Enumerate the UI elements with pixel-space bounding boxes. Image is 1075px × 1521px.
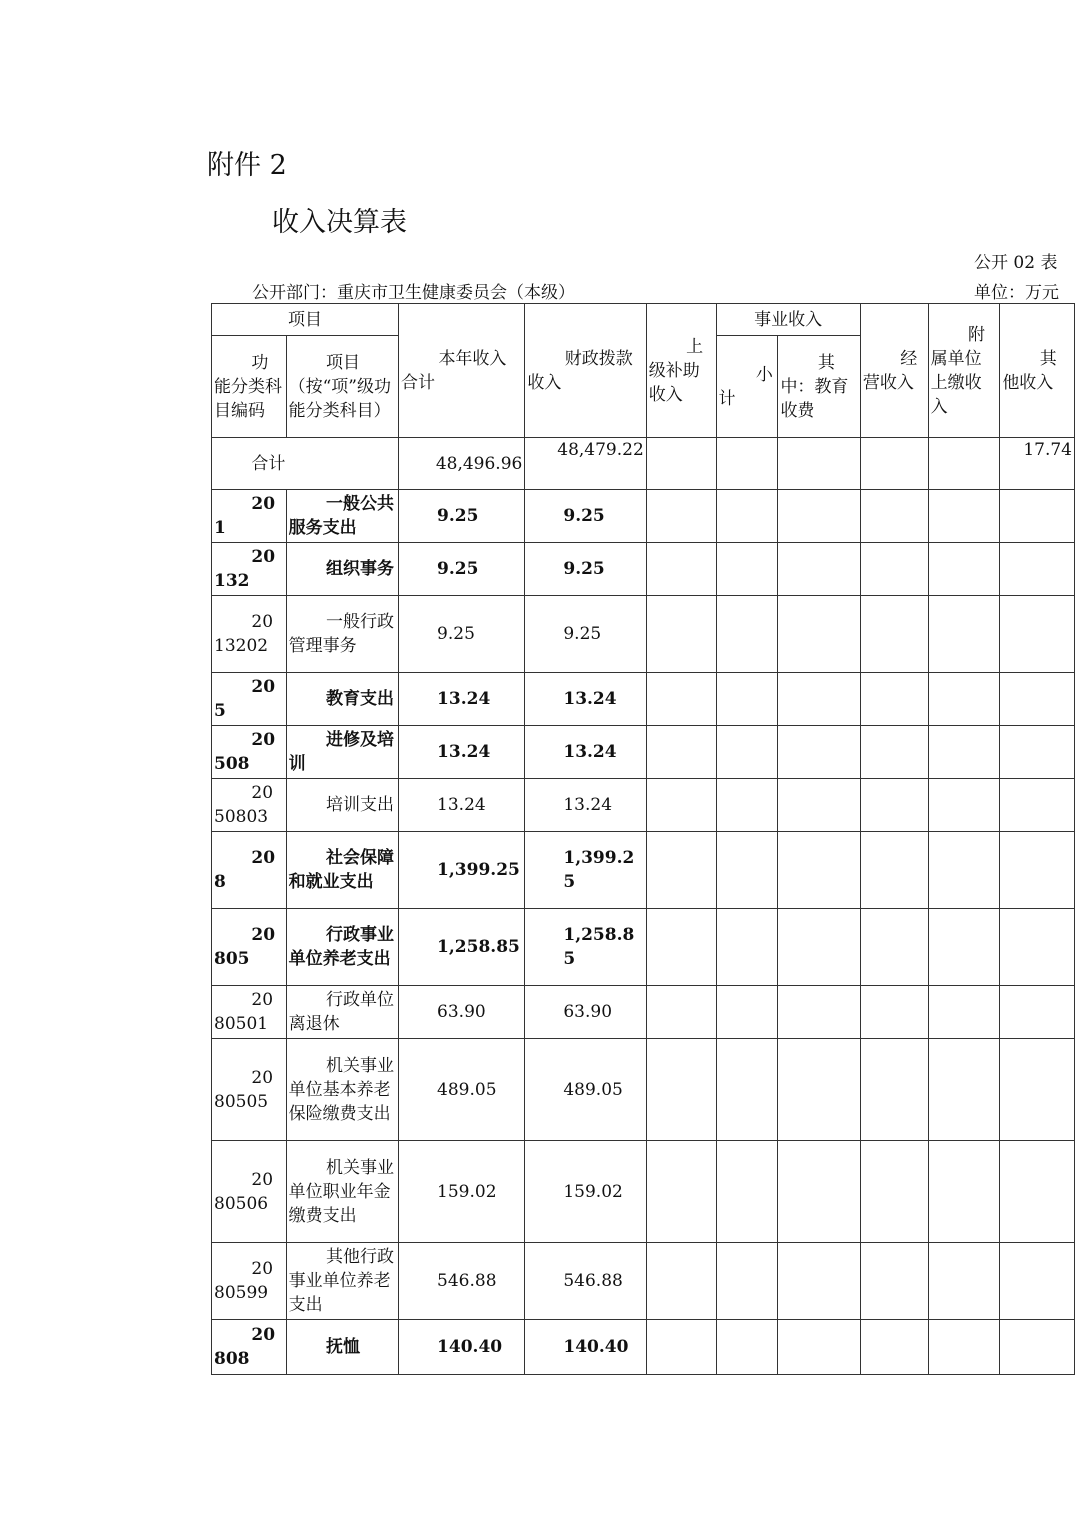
table-row [212, 832, 1075, 909]
row-fiscal: 1,258.85 [525, 909, 646, 986]
row-subtotal [716, 986, 778, 1039]
row-other [1000, 909, 1075, 986]
row-subtotal [716, 1039, 778, 1141]
row-upper-grant [646, 726, 716, 779]
row-operating [860, 1141, 928, 1243]
row-subtotal [716, 543, 778, 596]
row-name: 机关事业单位职业年金缴费支出 [286, 1141, 398, 1243]
row-fiscal: 9.25 [525, 543, 646, 596]
row-code: 2080505 [212, 1039, 287, 1141]
row-upper-grant [646, 543, 716, 596]
row-other [1000, 1039, 1075, 1141]
row-code: 20508 [212, 726, 287, 779]
row-name: 教育支出 [286, 673, 398, 726]
row-fiscal: 63.90 [525, 986, 646, 1039]
row-operating [860, 1243, 928, 1320]
row-code: 2080506 [212, 1141, 287, 1243]
row-code: 2080599 [212, 1243, 287, 1320]
row-edu-fee [778, 986, 860, 1039]
row-affiliated [928, 1141, 1000, 1243]
row-other [1000, 1243, 1075, 1320]
row-affiliated [928, 543, 1000, 596]
total-row [212, 438, 1075, 490]
table-row [212, 596, 1075, 673]
row-code: 208 [212, 832, 287, 909]
row-code: 20808 [212, 1320, 287, 1375]
row-affiliated [928, 1039, 1000, 1141]
row-upper-grant [646, 832, 716, 909]
row-name: 社会保障和就业支出 [286, 832, 398, 909]
row-other [1000, 1320, 1075, 1375]
table-row [212, 1243, 1075, 1320]
row-total-income: 159.02 [399, 1141, 525, 1243]
attachment-label: 附件 2 [207, 150, 287, 181]
page-title: 收入决算表 [272, 207, 407, 238]
table-row [212, 779, 1075, 832]
row-affiliated [928, 832, 1000, 909]
total-upper-grant-value [646, 438, 716, 490]
row-total-income: 63.90 [399, 986, 525, 1039]
row-fiscal: 159.02 [525, 1141, 646, 1243]
row-affiliated [928, 909, 1000, 986]
row-total-income: 1,399.25 [399, 832, 525, 909]
row-upper-grant [646, 1141, 716, 1243]
row-affiliated [928, 596, 1000, 673]
row-other [1000, 673, 1075, 726]
row-affiliated [928, 1320, 1000, 1375]
row-affiliated [928, 1243, 1000, 1320]
row-name: 培训支出 [286, 779, 398, 832]
row-edu-fee [778, 1039, 860, 1141]
row-upper-grant [646, 1039, 716, 1141]
header-total-income: 本年收入合计 [399, 304, 525, 438]
row-fiscal: 13.24 [525, 673, 646, 726]
row-code: 2013202 [212, 596, 287, 673]
row-subtotal [716, 726, 778, 779]
row-total-income: 13.24 [399, 726, 525, 779]
row-operating [860, 1320, 928, 1375]
row-name: 行政单位离退休 [286, 986, 398, 1039]
header-subtotal: 小计 [716, 336, 778, 438]
row-edu-fee [778, 490, 860, 543]
row-affiliated [928, 726, 1000, 779]
row-operating [860, 779, 928, 832]
row-fiscal: 489.05 [525, 1039, 646, 1141]
row-edu-fee [778, 1141, 860, 1243]
row-edu-fee [778, 726, 860, 779]
row-name: 机关事业单位基本养老保险缴费支出 [286, 1039, 398, 1141]
form-number: 公开 02 表 [974, 253, 1058, 273]
header-business: 事业收入 [716, 304, 860, 336]
header-other: 其他收入 [1000, 304, 1075, 438]
row-total-income: 546.88 [399, 1243, 525, 1320]
total-fiscal-value: 48,479.22 [525, 438, 646, 490]
row-upper-grant [646, 1243, 716, 1320]
row-subtotal [716, 909, 778, 986]
total-subtotal-value [716, 438, 778, 490]
row-edu-fee [778, 543, 860, 596]
row-subtotal [716, 490, 778, 543]
row-other [1000, 832, 1075, 909]
row-code: 20805 [212, 909, 287, 986]
total-operating-value [860, 438, 928, 490]
row-fiscal: 140.40 [525, 1320, 646, 1375]
row-edu-fee [778, 779, 860, 832]
row-upper-grant [646, 986, 716, 1039]
header-operating: 经营收入 [860, 304, 928, 438]
table-row [212, 909, 1075, 986]
row-other [1000, 1141, 1075, 1243]
row-operating [860, 986, 928, 1039]
row-fiscal: 9.25 [525, 490, 646, 543]
row-subtotal [716, 596, 778, 673]
header-item-name: 项目（按“项”级功能分类科目） [286, 336, 398, 438]
unit-label: 单位：万元 [974, 283, 1059, 303]
row-upper-grant [646, 673, 716, 726]
header-edu-fee: 其中：教育收费 [778, 336, 860, 438]
row-total-income: 13.24 [399, 779, 525, 832]
row-affiliated [928, 986, 1000, 1039]
header-affiliated: 附属单位上缴收入 [928, 304, 1000, 438]
table-row [212, 1039, 1075, 1141]
row-name: 组织事务 [286, 543, 398, 596]
row-other [1000, 986, 1075, 1039]
header-upper-grant: 上级补助收入 [646, 304, 716, 438]
total-income-value: 48,496.96 [399, 438, 525, 490]
row-upper-grant [646, 490, 716, 543]
table-row [212, 673, 1075, 726]
row-upper-grant [646, 596, 716, 673]
row-subtotal [716, 673, 778, 726]
row-subtotal [716, 779, 778, 832]
row-operating [860, 832, 928, 909]
row-other [1000, 779, 1075, 832]
header-fiscal: 财政拨款收入 [525, 304, 646, 438]
row-edu-fee [778, 596, 860, 673]
row-operating [860, 726, 928, 779]
row-upper-grant [646, 1320, 716, 1375]
header-func-code: 功能分类科目编码 [212, 336, 287, 438]
row-total-income: 13.24 [399, 673, 525, 726]
row-name: 一般公共服务支出 [286, 490, 398, 543]
row-fiscal: 1,399.25 [525, 832, 646, 909]
table-row [212, 1141, 1075, 1243]
row-other [1000, 490, 1075, 543]
row-code: 2050803 [212, 779, 287, 832]
row-subtotal [716, 1141, 778, 1243]
row-total-income: 9.25 [399, 543, 525, 596]
row-other [1000, 543, 1075, 596]
row-operating [860, 1039, 928, 1141]
row-name: 其他行政事业单位养老支出 [286, 1243, 398, 1320]
row-fiscal: 546.88 [525, 1243, 646, 1320]
total-label: 合计 [212, 438, 399, 490]
table-row [212, 490, 1075, 543]
row-name: 进修及培训 [286, 726, 398, 779]
total-other-value: 17.74 [1000, 438, 1075, 490]
row-edu-fee [778, 832, 860, 909]
row-code: 205 [212, 673, 287, 726]
total-edu-fee-value [778, 438, 860, 490]
row-upper-grant [646, 779, 716, 832]
income-table [211, 303, 1075, 1375]
row-edu-fee [778, 673, 860, 726]
row-fiscal: 9.25 [525, 596, 646, 673]
table-row [212, 543, 1075, 596]
row-operating [860, 673, 928, 726]
row-code: 2080501 [212, 986, 287, 1039]
header-item: 项目 [212, 304, 399, 336]
table-row [212, 986, 1075, 1039]
total-affiliated-value [928, 438, 1000, 490]
row-name: 一般行政管理事务 [286, 596, 398, 673]
row-edu-fee [778, 909, 860, 986]
row-name: 抚恤 [286, 1320, 398, 1375]
row-operating [860, 909, 928, 986]
row-other [1000, 596, 1075, 673]
table-row [212, 726, 1075, 779]
row-fiscal: 13.24 [525, 726, 646, 779]
row-name: 行政事业单位养老支出 [286, 909, 398, 986]
row-other [1000, 726, 1075, 779]
department-label: 公开部门：重庆市卫生健康委员会（本级） [252, 283, 575, 303]
row-edu-fee [778, 1243, 860, 1320]
row-fiscal: 13.24 [525, 779, 646, 832]
row-total-income: 9.25 [399, 490, 525, 543]
row-total-income: 9.25 [399, 596, 525, 673]
row-operating [860, 596, 928, 673]
row-upper-grant [646, 909, 716, 986]
row-subtotal [716, 1320, 778, 1375]
row-affiliated [928, 490, 1000, 543]
row-affiliated [928, 673, 1000, 726]
row-affiliated [928, 779, 1000, 832]
row-total-income: 1,258.85 [399, 909, 525, 986]
row-code: 201 [212, 490, 287, 543]
row-total-income: 140.40 [399, 1320, 525, 1375]
row-subtotal [716, 1243, 778, 1320]
row-edu-fee [778, 1320, 860, 1375]
row-operating [860, 490, 928, 543]
table-row [212, 1320, 1075, 1375]
row-operating [860, 543, 928, 596]
row-total-income: 489.05 [399, 1039, 525, 1141]
row-code: 20132 [212, 543, 287, 596]
row-subtotal [716, 832, 778, 909]
